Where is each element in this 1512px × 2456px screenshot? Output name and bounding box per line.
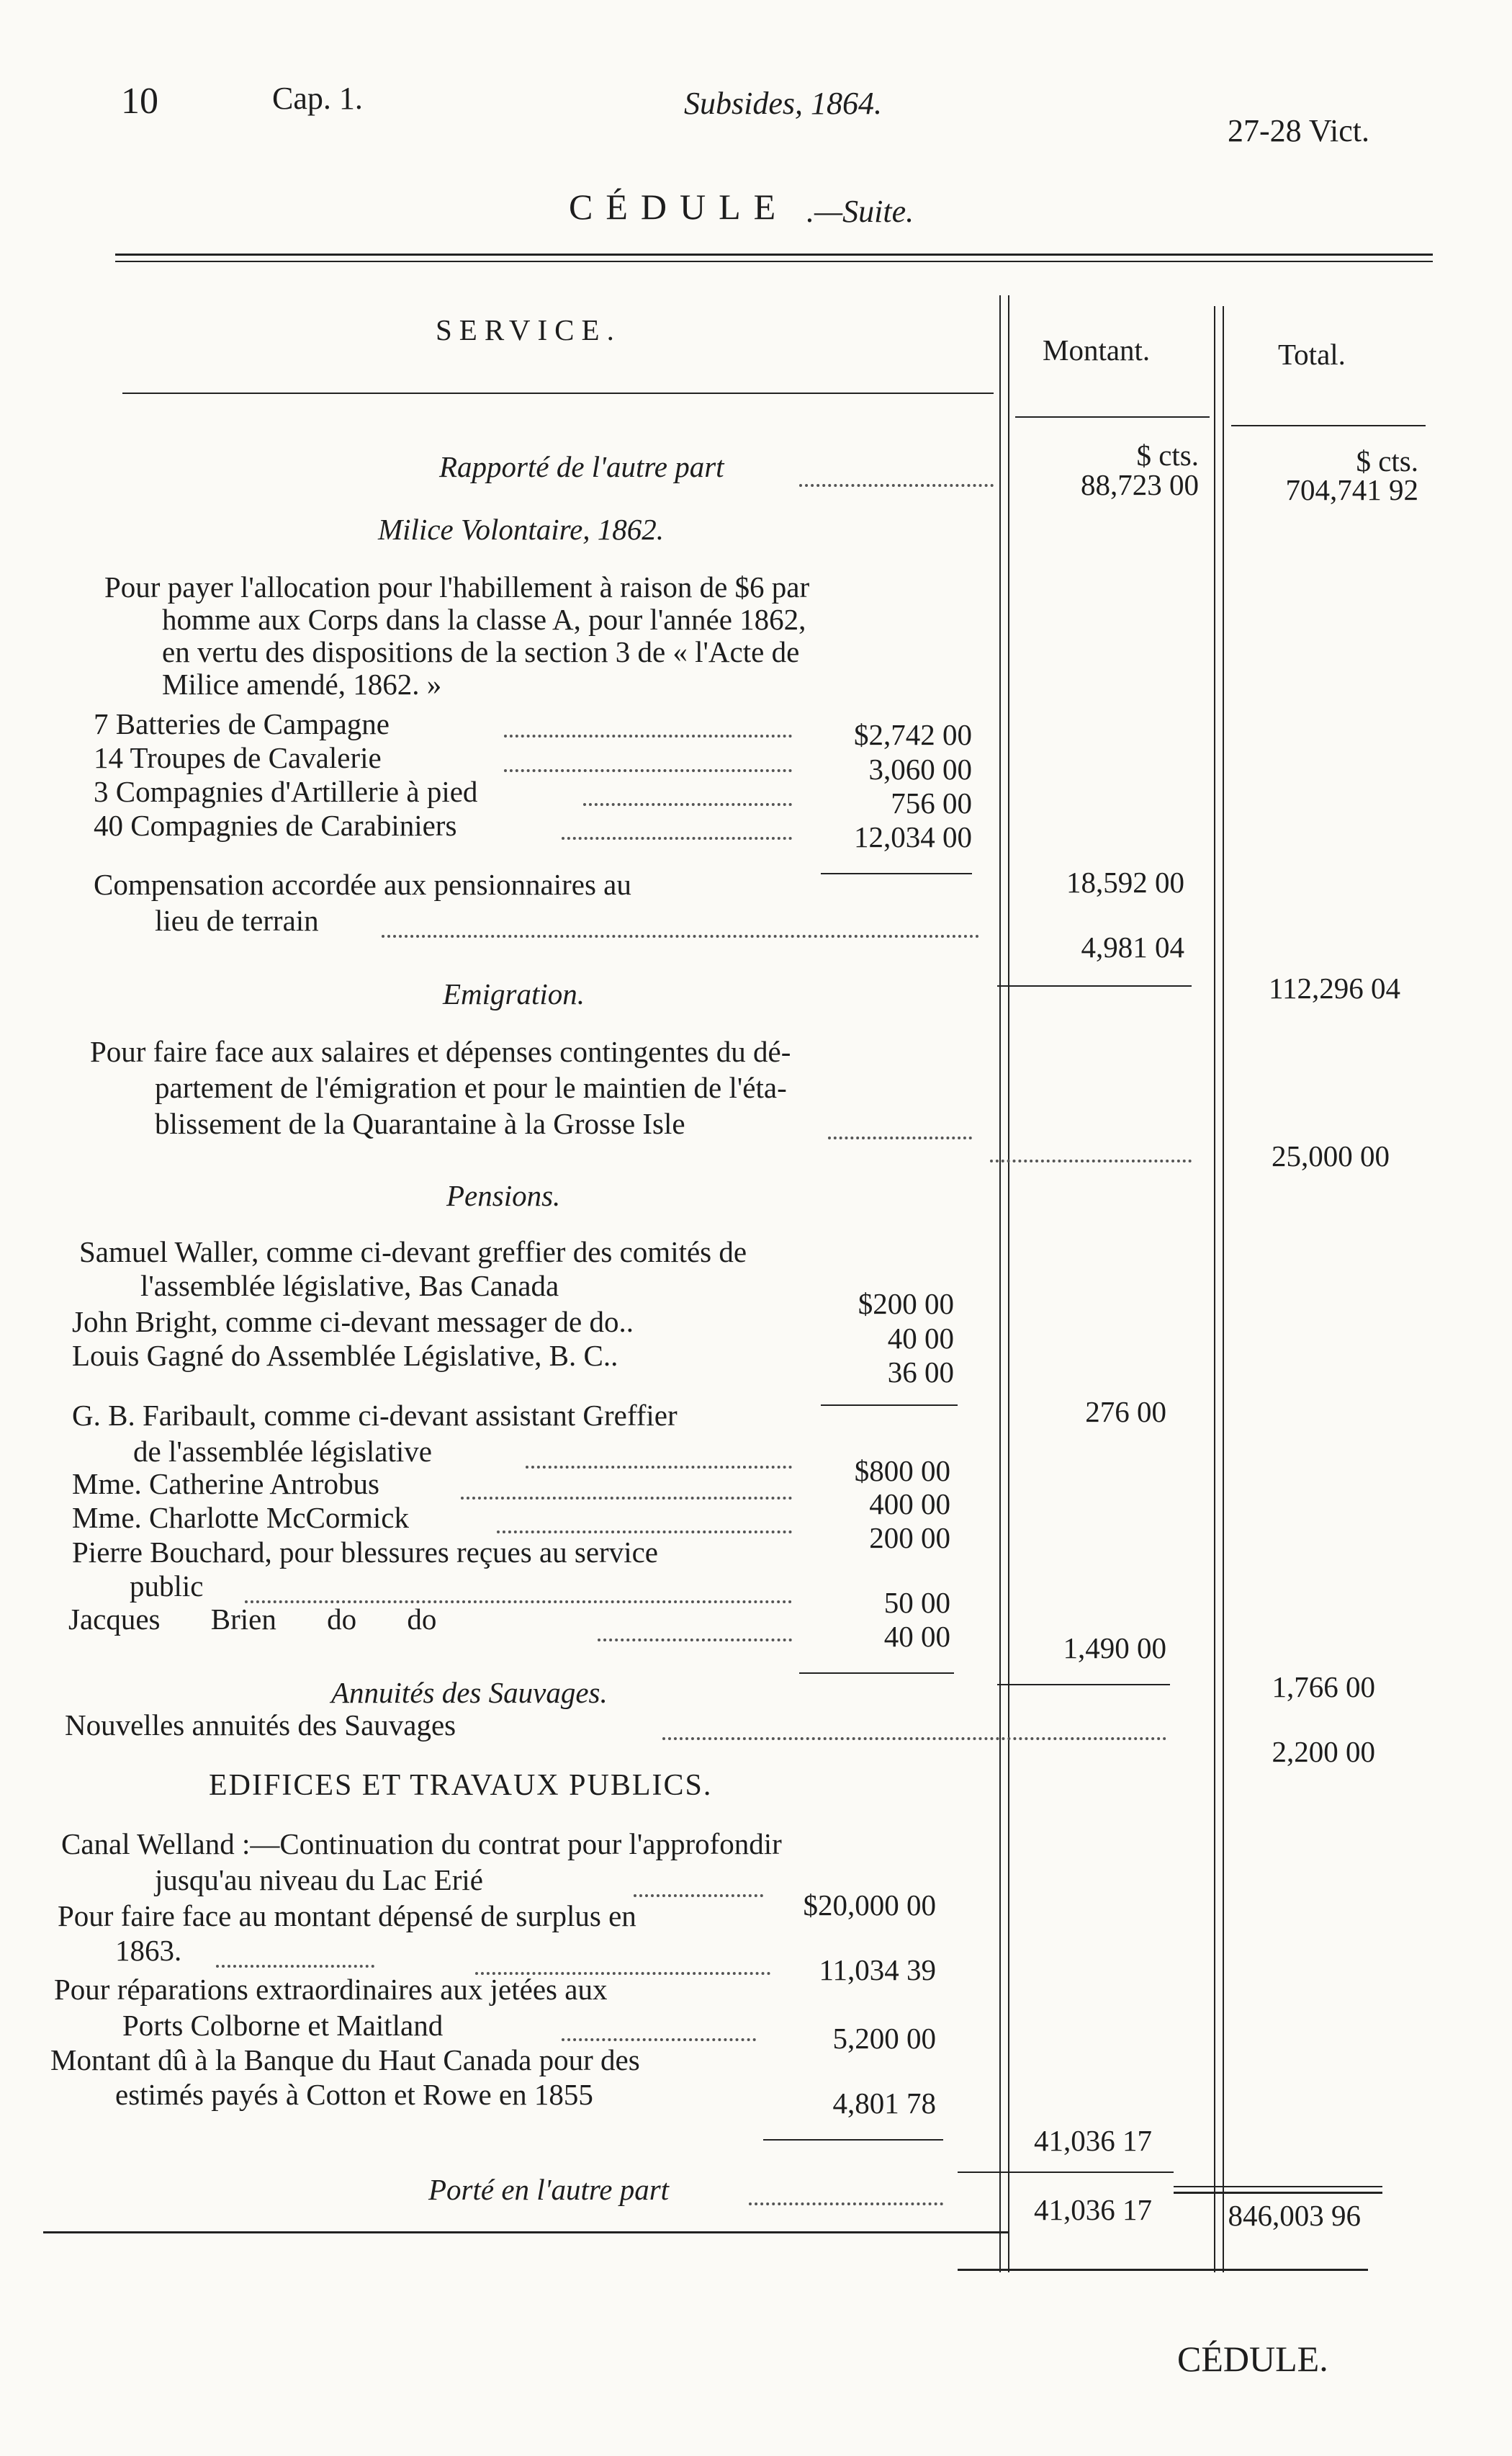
milice-item-label: 40 Compagnies de Carabiniers: [94, 809, 457, 842]
header-rule-total: [1231, 425, 1426, 426]
leader-dots: [562, 2038, 756, 2041]
emigration-desc-line: partement de l'émigration et pour le maintien de l'éta-: [155, 1071, 787, 1104]
emigration-total: 25,000 00: [1272, 1139, 1390, 1173]
compensation-line: Compensation accordée aux pensionnaires au: [94, 868, 631, 901]
carried-in-montant: 88,723 00: [1081, 468, 1199, 501]
leader-dots: [662, 1737, 1166, 1740]
edifices-line: jusqu'au niveau du Lac Erié: [155, 1863, 483, 1896]
edifices-line: Ports Colborne et Maitland: [122, 2009, 444, 2042]
leader-dots: [828, 1137, 972, 1139]
pension-amount: 40 00: [883, 1620, 950, 1653]
pension-amount: 200 00: [869, 1521, 950, 1554]
regnal-year: 27-28 Vict.: [1228, 113, 1369, 148]
pension-line: Pierre Bouchard, pour blessures reçues au service: [72, 1536, 658, 1569]
compensation-amount: 4,981 04: [1081, 931, 1184, 964]
column-header-service: SERVICE.: [436, 313, 621, 346]
section-title: CÉDULE: [569, 187, 789, 227]
leader-dots: [497, 1530, 792, 1533]
column-divider-1: [999, 295, 1001, 2272]
subtotal-rule: [821, 873, 972, 874]
carried-in-total: 704,741 92: [1285, 473, 1418, 506]
milice-item-amount: 12,034 00: [854, 820, 972, 853]
milice-item-label: 14 Troupes de Cavalerie: [94, 741, 382, 774]
chapter-label: Cap. 1.: [272, 81, 363, 116]
compensation-line: lieu de terrain: [155, 904, 319, 937]
total-rule: [1174, 2186, 1382, 2187]
page-number: 10: [121, 81, 158, 122]
edifices-line: Pour faire face au montant dépensé de surplus en: [58, 1899, 636, 1932]
edifices-amount: 5,200 00: [832, 2022, 936, 2055]
milice-desc-line: Pour payer l'allocation pour l'habillement à raison de $6 par: [104, 570, 810, 604]
milice-item-amount: 3,060 00: [868, 753, 972, 786]
total-rule: [997, 1684, 1170, 1685]
top-rule: [115, 254, 1433, 256]
pension-line: Mme. Catherine Antrobus: [72, 1467, 380, 1500]
leader-dots: [634, 1894, 763, 1897]
subtotal-rule: [821, 1404, 958, 1406]
pension-line: Mme. Charlotte McCormick: [72, 1501, 409, 1534]
pension-line: Louis Gagné do Assemblée Législative, B. C..: [72, 1339, 618, 1372]
pension-amount: $200 00: [858, 1287, 954, 1320]
leader-dots: [504, 769, 792, 772]
emigration-desc-line: Pour faire face aux salaires et dépenses contingentes du dé-: [90, 1035, 791, 1068]
pension-line: de l'assemblée législative: [133, 1435, 432, 1468]
pension-first-subtotal: 276 00: [1085, 1395, 1166, 1428]
bottom-rule-right: [958, 2269, 1368, 2271]
column-divider-1b: [1008, 295, 1009, 2272]
milice-desc-line: homme aux Corps dans la classe A, pour l'année 1862,: [162, 603, 806, 636]
currency-montant: $ cts.: [1136, 439, 1199, 472]
subtotal-rule: [763, 2139, 943, 2141]
milice-item-amount: 756 00: [891, 786, 972, 820]
edifices-heading: EDIFICES ET TRAVAUX PUBLICS.: [209, 1769, 713, 1802]
annuites-heading: Annuités des Sauvages.: [331, 1676, 608, 1709]
milice-item-label: 3 Compagnies d'Artillerie à pied: [94, 775, 478, 808]
leader-dots: [504, 735, 792, 738]
edifices-subtotal: 41,036 17: [1034, 2124, 1152, 2157]
edifices-amount: 11,034 39: [819, 1953, 936, 1986]
edifices-line: Canal Welland :—Continuation du contrat pour l'approfondir: [61, 1827, 782, 1860]
annuites-total: 2,200 00: [1272, 1735, 1375, 1768]
carried-out-montant: 41,036 17: [1034, 2193, 1152, 2226]
carried-out-total: 846,003 96: [1228, 2199, 1361, 2232]
column-divider-2b: [1223, 306, 1224, 2272]
pension-line: public: [130, 1569, 204, 1603]
total-rule: [1174, 2192, 1382, 2194]
column-divider-2: [1214, 306, 1215, 2272]
milice-heading: Milice Volontaire, 1862.: [378, 513, 665, 546]
edifices-amount: $20,000 00: [803, 1888, 936, 1922]
pension-amount: 36 00: [887, 1355, 954, 1389]
leader-dots: [990, 1160, 1192, 1162]
pension-line: l'assemblée législative, Bas Canada: [140, 1269, 559, 1302]
pension-line: Jacques Brien do do: [68, 1603, 437, 1636]
header-rule-service: [122, 393, 994, 394]
running-title: Subsides, 1864.: [684, 86, 882, 121]
column-header-total: Total.: [1278, 338, 1346, 371]
pension-amount: 400 00: [869, 1487, 950, 1520]
leader-dots: [461, 1497, 792, 1500]
leader-dots: [598, 1639, 792, 1641]
column-header-montant: Montant.: [1043, 333, 1151, 367]
leader-dots: [799, 484, 994, 487]
leader-dots: [749, 2202, 943, 2205]
total-rule: [958, 2172, 1174, 2173]
subtotal-rule: [799, 1672, 954, 1674]
carried-in-label: Rapporté de l'autre part: [439, 450, 724, 483]
pension-line: Samuel Waller, comme ci-devant greffier des comités de: [79, 1235, 747, 1268]
pensions-total: 1,766 00: [1272, 1670, 1375, 1703]
total-rule: [997, 985, 1192, 987]
edifices-line: Montant dû à la Banque du Haut Canada pour des: [50, 2043, 640, 2076]
emigration-desc-line: blissement de la Quarantaine à la Grosse Isle: [155, 1107, 685, 1140]
leader-dots: [216, 1965, 374, 1968]
section-title-suite: .—Suite.: [806, 194, 914, 229]
leader-dots: [583, 803, 792, 806]
edifices-line: Pour réparations extraordinaires aux jetées aux: [54, 1973, 608, 2006]
milice-item-label: 7 Batteries de Campagne: [94, 707, 390, 740]
edifices-amount: 4,801 78: [832, 2087, 936, 2120]
milice-desc-line: Milice amendé, 1862. »: [162, 668, 442, 701]
bottom-rule: [43, 2231, 1008, 2233]
milice-subtotal: 18,592 00: [1066, 866, 1184, 899]
leader-dots: [562, 837, 792, 840]
pension-line: John Bright, comme ci-devant messager de do..: [72, 1305, 634, 1338]
header-rule-montant: [1015, 416, 1210, 418]
catchword: CÉDULE.: [1177, 2339, 1328, 2379]
pension-line: G. B. Faribault, comme ci-devant assistant Greffier: [72, 1399, 678, 1432]
milice-total: 112,296 04: [1269, 972, 1400, 1005]
pensions-heading: Pensions.: [446, 1179, 561, 1212]
pension-second-subtotal: 1,490 00: [1063, 1631, 1166, 1664]
milice-desc-line: en vertu des dispositions de la section 3 de « l'Acte de: [162, 635, 800, 668]
milice-item-amount: $2,742 00: [854, 718, 972, 751]
pension-amount: 40 00: [887, 1322, 954, 1355]
currency-total: $ cts.: [1356, 444, 1418, 478]
edifices-line: 1863.: [115, 1934, 182, 1967]
leader-dots: [382, 935, 979, 938]
pension-amount: $800 00: [854, 1454, 950, 1487]
edifices-line: estimés payés à Cotton et Rowe en 1855: [115, 2078, 593, 2111]
top-rule-inner: [115, 261, 1433, 262]
carried-out-label: Porté en l'autre part: [428, 2173, 670, 2206]
leader-dots: [526, 1466, 792, 1469]
pension-amount: 50 00: [883, 1586, 950, 1619]
annuites-label: Nouvelles annuités des Sauvages: [65, 1708, 456, 1742]
emigration-heading: Emigration.: [443, 977, 585, 1010]
